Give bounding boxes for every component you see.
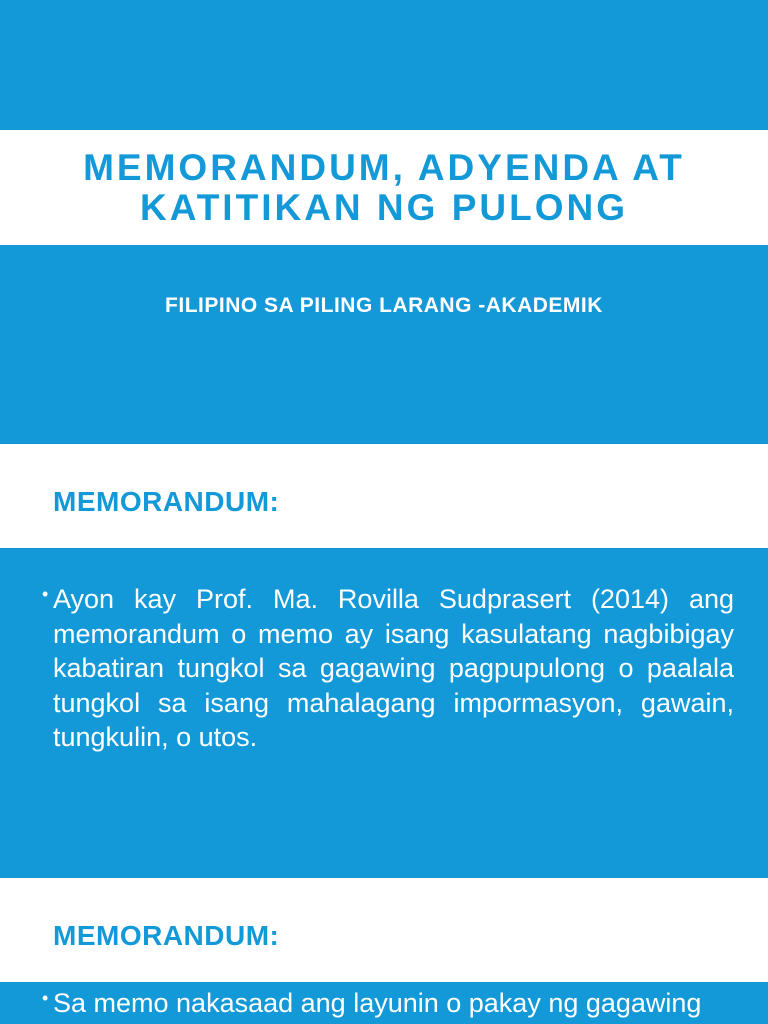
bullet-text: Sa memo nakasaad ang layunin o pakay ng gagawing: [53, 988, 702, 1018]
bullet-marker: •: [42, 988, 49, 1008]
subtitle-band: [0, 245, 768, 444]
top-blue-band: [0, 0, 768, 130]
bullet-list-2: [42, 986, 734, 1021]
section-heading-memorandum-2: MEMORANDUM:: [53, 920, 280, 951]
page-title: MEMORANDUM, ADYENDA AT KATITIKAN NG PULONG: [83, 147, 685, 228]
bullet-list-1: [42, 582, 734, 755]
section-heading-memorandum-1: MEMORANDUM:: [53, 486, 280, 517]
bullet-marker: •: [42, 584, 49, 604]
bullet-text: Ayon kay Prof. Ma. Rovilla Sudprasert (2014) ang memorandum o memo ay isang kasulatang nagbibigay kabatiran tungkol sa gagawing pagpupulong o paalala tungkol sa isang mahalagang impormasyon, gawain, tungkulin, o utos.: [53, 584, 734, 752]
page-subtitle: FILIPINO SA PILING LARANG -AKADEMIK: [165, 294, 603, 317]
bullet-item: [42, 582, 734, 755]
bullet-item: [42, 986, 734, 1021]
